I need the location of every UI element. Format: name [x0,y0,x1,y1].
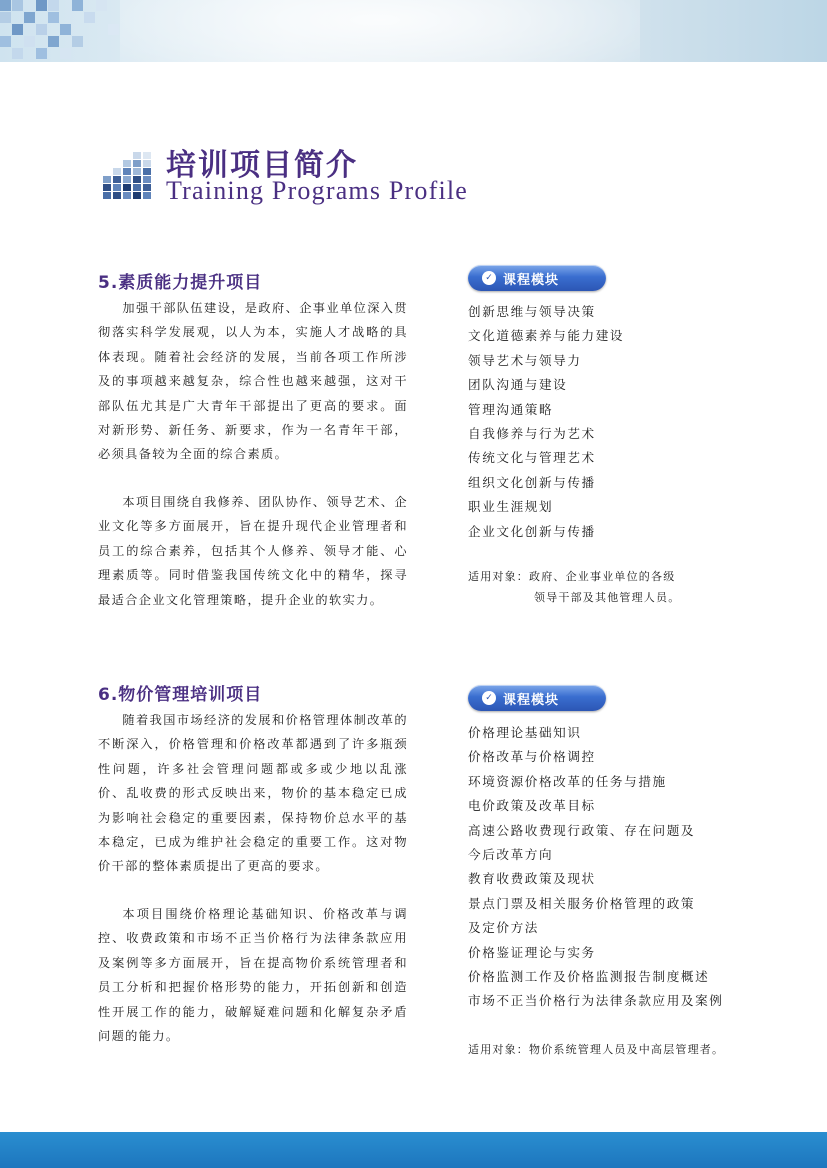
section-6-paragraph-2: 本项目围绕价格理论基础知识、价格改革与调控、收费政策和市场不正当价格行为法律条款应用及案例等多方面展开，旨在提高物价系统管理者和员工分析和把握价格形势的能力，开拓创新和创造性开展工作的能力，破解疑难问题和化解复杂矛盾问题的能力。 [98,907,408,1044]
section-title-6: 6.物价管理培训项目 [98,685,263,705]
list-item: 景点门票及相关服务价格管理的政策 [468,895,696,911]
section-5-paragraph-2: 本项目围绕自我修养、团队协作、领导艺术、企业文化等多方面展开，旨在提升现代企业管理者和员工的综合素养，包括其个人修养、领导才能、心理素质等。同时借鉴我国传统文化中的精华，探寻最适合企业文化管理策略，提升企业的软实力。 [98,495,408,607]
course-module-label: 课程模块 [503,272,560,288]
module-list-6 [468,721,724,1014]
audience-line-2: 领导干部及其他管理人员。 [534,591,681,604]
pixel-grid-icon [103,152,159,202]
list-item: 传统文化与管理艺术 [468,450,596,466]
list-item: 电价政策及改革目标 [468,798,596,814]
section-6-paragraph-1: 随着我国市场经济的发展和价格管理体制改革的不断深入，价格管理和价格改革都遇到了许多瓶颈性问题，许多社会管理问题都或多或少地以乱涨价、乱收费的形式反映出来，物价的基本稳定已成为影响社会稳定的重要因素，保持物价总水平的基本稳定，已成为维护社会稳定的重要工作。这对物价干部的整体素质提出了更高的要求。 [98,713,408,874]
audience-note-6 [468,1039,724,1060]
course-module-badge-6 [468,685,606,711]
list-item: 文化道德素养与能力建设 [468,328,625,344]
list-item: 管理沟通策略 [468,401,554,417]
module-list-5 [468,300,624,544]
audience-line-1: 适用对象：政府、企业事业单位的各级 [468,570,676,583]
page-subtitle: Training Programs Profile [166,176,469,205]
list-item: 市场不正当价格行为法律条款应用及案例 [468,993,724,1009]
chevron-down-icon: ✓ [482,271,496,285]
list-item: 创新思维与领导决策 [468,304,596,319]
list-item: 教育收费政策及现状 [468,871,596,887]
section-5-paragraph-1: 加强干部队伍建设，是政府、企事业单位深入贯彻落实科学发展观，以人为本，实施人才战略的具体表现。随着社会经济的发展，当前各项工作所涉及的事项越来越复杂，综合性也越来越强，这对干部队伍尤其是广大青年干部提出了更高的要求。面对新形势、新任务、新要求，作为一名青年干部，必须具备较为全面的综合素质。 [98,301,408,462]
chevron-down-icon: ✓ [482,691,496,705]
list-item: 企业文化创新与传播 [468,523,596,539]
list-item: 领导艺术与领导力 [468,352,582,368]
page-title: 培训项目简介 [166,148,358,183]
bottom-bar [0,1132,827,1168]
list-item: 及定价方法 [468,920,539,936]
audience-line-1: 适用对象：物价系统管理人员及中高层管理者。 [468,1043,725,1056]
list-item: 高速公路收费现行政策、存在问题及 [468,822,696,838]
banner-glow [120,0,640,62]
list-item: 团队沟通与建设 [468,377,568,393]
course-module-badge-5 [468,265,606,291]
list-item: 环境资源价格改革的任务与措施 [468,773,667,789]
list-item: 价格鉴证理论与实务 [468,944,596,960]
list-item: 自我修养与行为艺术 [468,426,596,442]
top-banner [0,0,827,62]
list-item: 职业生涯规划 [468,499,554,515]
section-title-5: 5.素质能力提升项目 [98,273,263,293]
audience-note-5 [468,566,680,608]
list-item: 今后改革方向 [468,847,554,863]
list-item: 价格改革与价格调控 [468,749,596,765]
list-item: 组织文化创新与传播 [468,474,596,490]
list-item: 价格理论基础知识 [468,725,582,740]
course-module-label: 课程模块 [503,692,560,708]
list-item: 价格监测工作及价格监测报告制度概述 [468,969,710,985]
